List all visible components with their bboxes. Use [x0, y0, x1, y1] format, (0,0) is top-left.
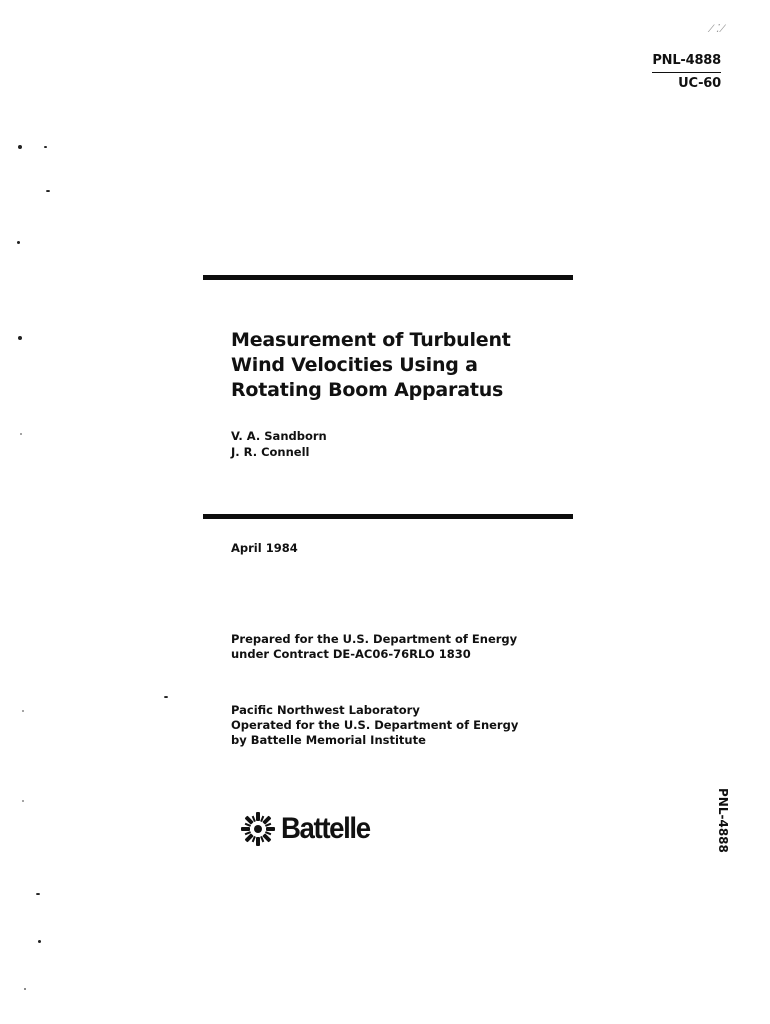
publication-date: April 1984: [231, 541, 298, 555]
battelle-wordmark: Battelle: [281, 812, 370, 845]
scan-speck: [22, 800, 24, 802]
organization-line-1: Pacific Northwest Laboratory: [231, 703, 420, 717]
scan-speck: [22, 710, 24, 712]
scan-speck: [18, 336, 22, 340]
scan-speck: [44, 146, 47, 148]
corner-mark: ⁄ ⁚ ⁄: [710, 23, 724, 35]
title-line-2: Wind Velocities Using a: [231, 354, 478, 376]
report-number: PNL-4888: [652, 50, 721, 73]
contract-statement: [231, 632, 517, 662]
authors: [231, 428, 327, 460]
scan-speck: [24, 988, 26, 990]
scan-speck: [164, 696, 168, 698]
scan-speck: [20, 433, 22, 435]
organization-line-3: by Battelle Memorial Institute: [231, 733, 426, 747]
scan-speck: [36, 893, 40, 895]
contract-line-1: Prepared for the U.S. Department of Energy: [231, 632, 518, 646]
scan-speck: [18, 145, 22, 149]
contract-line-2: under Contract DE-AC06-76RLO 1830: [231, 647, 471, 661]
scan-speck: [46, 190, 50, 192]
title-line-3: Rotating Boom Apparatus: [231, 379, 504, 401]
organization-line-2: Operated for the U.S. Department of Energy: [231, 718, 519, 732]
scan-speck: [38, 940, 41, 943]
report-title: [231, 328, 631, 403]
title-line-1: Measurement of Turbulent: [231, 329, 511, 351]
battelle-emblem-icon: [239, 810, 277, 848]
category-code: UC-60: [678, 76, 721, 91]
organization-statement: [231, 703, 518, 748]
spine-label: PNL-4888: [716, 788, 730, 853]
battelle-logo: [239, 808, 377, 850]
author-2: J. R. Connell: [231, 445, 310, 459]
middle-rule: [203, 514, 573, 519]
scan-speck: [17, 241, 20, 244]
author-1: V. A. Sandborn: [231, 429, 327, 443]
top-rule: [203, 275, 573, 280]
report-number-block: [652, 50, 721, 94]
